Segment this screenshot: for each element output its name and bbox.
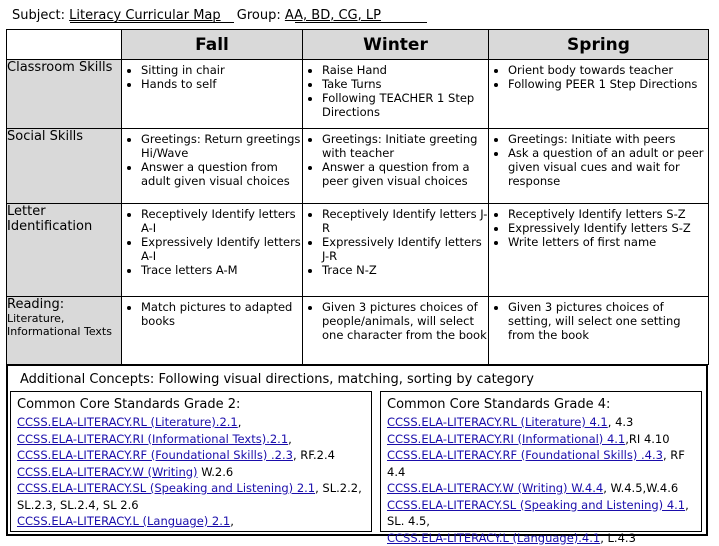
standard-rest: , L.4.3 — [600, 531, 636, 545]
row-label-reading — [7, 297, 122, 365]
standard-line — [17, 513, 365, 530]
list-item: • Given 3 pictures choices of setting, will select one setting from the book — [508, 300, 708, 342]
cell-spring — [489, 204, 709, 297]
standard-link[interactable]: CCSS.ELA-LITERACY.RL (Literature) 4.1 — [387, 415, 608, 429]
list-item: • Ask a question of an adult or peer given visual cues and wait for response — [508, 146, 708, 188]
curricular-map-table — [6, 29, 709, 365]
list-item: • Match pictures to adapted books — [141, 300, 302, 328]
grade2-standards-box — [10, 391, 372, 532]
list-item: • Answer a question from adult given visual choices — [141, 160, 302, 188]
list-item: • Greetings: Initiate greeting with teacher — [322, 132, 488, 160]
standard-link[interactable]: CCSS.ELA-LITERACY.W (Writing) — [17, 465, 198, 479]
grade2-title: Common Core Standards Grade 2: — [17, 396, 365, 413]
standard-rest: , RF 4.4 — [387, 448, 685, 479]
standard-line — [387, 447, 695, 480]
standard-line — [17, 464, 365, 481]
cell-winter — [303, 129, 489, 204]
list-item: • Receptively Identify letters A-I — [141, 207, 302, 235]
standard-rest: ,RI 4.10 — [625, 432, 669, 446]
cell-spring — [489, 297, 709, 365]
season-header-row — [7, 30, 709, 60]
row-label-social-skills: Social Skills — [7, 129, 122, 204]
list-item: • Trace N-Z — [322, 263, 488, 277]
subject-value: Literacy Curricular Map — [69, 8, 221, 23]
cell-winter — [303, 297, 489, 365]
standard-line — [17, 447, 365, 464]
list-item: • Answer a question from a peer given visual choices — [322, 160, 488, 188]
cell-winter — [303, 60, 489, 129]
standard-line — [387, 497, 695, 530]
season-fall: Fall — [122, 30, 303, 60]
corner-cell — [7, 30, 122, 60]
row-sublabel: Literature, Informational Texts — [7, 312, 121, 338]
cell-fall — [122, 204, 303, 297]
subject-label: Subject: — [12, 8, 65, 23]
season-winter: Winter — [303, 30, 489, 60]
cell-fall — [122, 60, 303, 129]
document-header — [12, 8, 381, 23]
row-label-classroom-skills: Classroom Skills — [7, 60, 122, 129]
standard-link[interactable]: CCSS.ELA-LITERACY.L (Language).4.1 — [387, 531, 600, 545]
standard-link[interactable]: CCSS.ELA-LITERACY.RF (Foundational Skills) .2.3 — [17, 448, 293, 462]
standard-rest: , — [238, 415, 242, 429]
list-item: • Expressively Identify letters A-I — [141, 235, 302, 263]
row-label-letter-identification: Letter Identification — [7, 204, 122, 297]
standard-link[interactable]: CCSS.ELA-LITERACY.RF (Foundational Skills) .4.3 — [387, 448, 663, 462]
standard-rest: , — [288, 432, 292, 446]
standard-line — [17, 480, 365, 513]
group-underline — [295, 22, 427, 23]
list-item: • Raise Hand — [322, 63, 488, 77]
standard-line — [387, 480, 695, 497]
subject-underline — [70, 22, 234, 23]
standard-link[interactable]: CCSS.ELA-LITERACY.RL (Literature).2.1 — [17, 415, 238, 429]
list-item: • Receptively Identify letters S-Z — [508, 207, 708, 221]
list-item: • Following PEER 1 Step Directions — [508, 77, 708, 91]
cell-spring — [489, 129, 709, 204]
standard-line — [17, 431, 365, 448]
additional-concepts-box — [6, 364, 708, 536]
list-item: • Take Turns — [322, 77, 488, 91]
cell-fall — [122, 297, 303, 365]
standard-line — [17, 414, 365, 431]
additional-concepts-title: Additional Concepts: Following visual directions, matching, sorting by category — [20, 372, 534, 387]
standard-rest: , SL. 4.5, — [387, 498, 689, 529]
list-item: • Orient body towards teacher — [508, 63, 708, 77]
table-row — [7, 60, 709, 129]
list-item: • Greetings: Initiate with peers — [508, 132, 708, 146]
standard-line — [387, 414, 695, 431]
list-item: • Trace letters A-M — [141, 263, 302, 277]
cell-spring — [489, 60, 709, 129]
standard-rest: , 4.3 — [608, 415, 634, 429]
row-label-text: Reading: — [7, 297, 64, 312]
table-row — [7, 129, 709, 204]
standard-link[interactable]: CCSS.ELA-LITERACY.L (Language) 2.1 — [17, 514, 230, 528]
standard-rest: W.2.6 — [198, 465, 234, 479]
list-item: • Expressively Identify letters J-R — [322, 235, 488, 263]
list-item: • Hands to self — [141, 77, 302, 91]
group-label: Group: — [237, 8, 281, 23]
group-value: AA, BD, CG, LP — [285, 8, 381, 23]
list-item: • Sitting in chair — [141, 63, 302, 77]
standard-link[interactable]: CCSS.ELA-LITERACY.RI (Informational Texts).2.1 — [17, 432, 288, 446]
list-item: • Receptively Identify letters J-R — [322, 207, 488, 235]
standard-link[interactable]: CCSS.ELA-LITERACY.SL (Speaking and Listening) 4.1 — [387, 498, 685, 512]
table-row — [7, 204, 709, 297]
list-item: • Write letters of first name — [508, 235, 708, 249]
cell-winter — [303, 204, 489, 297]
standard-rest: , W.4.5,W.4.6 — [603, 481, 678, 495]
standard-line — [387, 530, 695, 546]
standard-rest: , SL.2.2, SL.2.3, SL.2.4, SL 2.6 — [17, 481, 362, 512]
standard-line — [387, 431, 695, 448]
standard-rest: , — [230, 514, 234, 528]
standard-link[interactable]: CCSS.ELA-LITERACY.RI (Informational) 4.1 — [387, 432, 625, 446]
standard-link[interactable]: CCSS.ELA-LITERACY.SL (Speaking and Listening) 2.1 — [17, 481, 315, 495]
list-item: • Greetings: Return greetings Hi/Wave — [141, 132, 302, 160]
standard-link[interactable]: CCSS.ELA-LITERACY.W (Writing) W.4.4 — [387, 481, 603, 495]
grade4-standards-box — [380, 391, 702, 532]
cell-fall — [122, 129, 303, 204]
grade4-title: Common Core Standards Grade 4: — [387, 396, 695, 413]
list-item: • Expressively Identify letters S-Z — [508, 221, 708, 235]
season-spring: Spring — [489, 30, 709, 60]
list-item: • Following TEACHER 1 Step Directions — [322, 91, 488, 119]
table-row — [7, 297, 709, 365]
list-item: • Given 3 pictures choices of people/animals, will select one character from the book — [322, 300, 488, 342]
standard-rest: , RF.2.4 — [293, 448, 335, 462]
